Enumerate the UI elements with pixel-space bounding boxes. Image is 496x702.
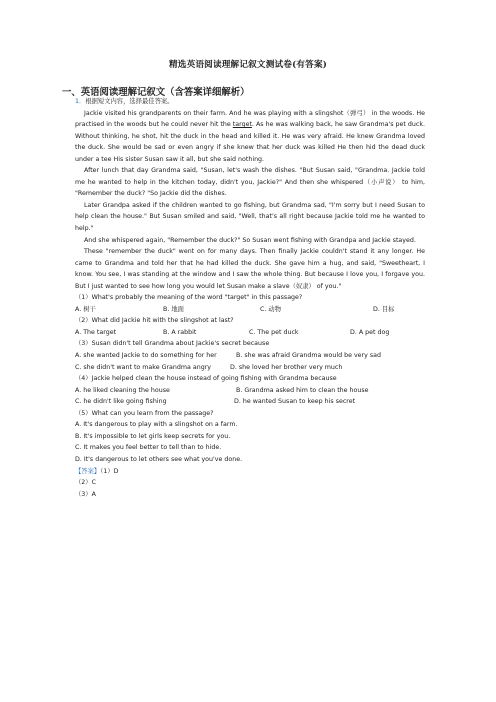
options-row-4b	[75, 396, 425, 408]
option-1b: B. 地面	[163, 305, 184, 313]
passage-paragraph-3: Later Grandpa asked if the children wanted to go fishing, but Grandma sad, "I'm sorry but I need Susan to help clean the house." But Susan smiled and said, "Well, that's all right because Jackie told me he wanted to help."	[75, 201, 425, 233]
section-heading: 一、英语阅读理解记叙文（含答案详细解析）	[62, 87, 250, 98]
option-3c: C. she didn't want to make Grandma angry	[75, 363, 212, 371]
passage-text: . As he was walking back, he saw Grandma's pet duck. Without thinking, he shot, hit the duck in the head and killed it. He was very afraid. He knew Grandma loved the duck. She would be sad or even angry if she knew that her duck was killed He then hid the dead duck under a tee His sister Susan saw it all, but she said nothing.	[75, 121, 425, 163]
option-1d: D. 目标	[373, 305, 395, 313]
option-2a: A. The target	[75, 328, 117, 336]
option-5a: A. It's dangerous to play with a slingshot on a farm.	[75, 421, 238, 429]
option-4b: B. Grandma asked him to clean the house	[236, 386, 369, 394]
question-content	[75, 96, 425, 500]
option-5b: B. It's impossible to let girls keep secrets for you.	[75, 432, 231, 440]
options-row-4a	[75, 385, 425, 397]
options-row-2	[75, 327, 425, 339]
target-word: target	[232, 121, 252, 129]
passage-text: Jackie visited his grandparents on their farm. And he was playing with a slingshot（弹弓） in the woods. He practised in the woods but he could never hit the	[75, 109, 425, 129]
option-1a: A. 树干	[75, 305, 96, 313]
option-4c: C. he didn't like going fishing	[75, 398, 167, 406]
answer-label: 【答案】	[75, 467, 101, 475]
option-3d: D. she loved her brother very much	[230, 363, 343, 371]
options-row-3b	[75, 362, 425, 374]
answer-item-1: （1）D	[100, 467, 119, 475]
passage-paragraph-5: These "remember the duck" went on for many days. Then finally Jackie couldn't stand it any longer. He came to Grandma and told her that he had killed the duck. She gave him a hug, and said, "Sweetheart, I know. You see, I was standing at the window and I saw the whole thing. But because I love you, I forgave you. But I just wanted to see how long you would let Susan make a slave（奴隶） of you."	[75, 248, 425, 290]
question-stem-2: （2）What did Jackie hit with the slingshot at last?	[75, 317, 234, 325]
option-2b: B. A rabbit	[163, 328, 197, 336]
options-row-3a	[75, 350, 425, 362]
option-1c: C. 动物	[260, 305, 281, 313]
question-stem-3: （3）Susan didn't tell Grandma about Jackie's secret because	[75, 340, 270, 348]
options-row-1	[75, 304, 425, 316]
passage-paragraph-1	[75, 108, 425, 166]
option-4a: A. he liked cleaning the house	[75, 386, 170, 394]
passage-paragraph-4: And she whispered again, "Remember the duck?" So Susan went fishing with Grandpa and Jackie stayed.	[84, 236, 416, 244]
option-2d: D. A pet dog	[350, 328, 390, 336]
option-5d: D. It's dangerous to let others see what you've done.	[75, 455, 243, 463]
question-stem-5: （5）What can you learn from the passage?	[75, 409, 214, 417]
question-stem-4: （4）Jackie helped clean the house instead of going fishing with Grandma because	[75, 375, 337, 383]
option-4d: D. he wanted Susan to keep his secret	[234, 398, 356, 406]
answer-item-2: （2）C	[75, 479, 96, 487]
question-number: 1．	[75, 98, 86, 105]
question-stem-1: （1）What's probably the meaning of the word "target" in this passage?	[75, 294, 303, 302]
question-instruction: 根据短文内容，选择最佳答案。	[85, 98, 174, 105]
answer-line-1	[75, 466, 425, 478]
option-3b: B. she was afraid Grandma would be very sad	[236, 352, 382, 360]
answer-item-3: （3）A	[75, 490, 96, 498]
document-title: 精选英语阅读理解记叙文测试卷(有答案)	[168, 60, 328, 70]
passage-paragraph-2: After lunch that day Grandma said, "Susan, let's wash the dishes. "But Susan said, "Grandma. Jackie told me he wanted to help in the kitchen today, didn't you, Jackie?" And then she whispered（小声说） to him, "Remember the duck? "So Jackie did the dishes.	[75, 167, 425, 198]
option-3a: A. she wanted Jackie to do something for her	[75, 352, 217, 360]
question-header	[75, 96, 425, 108]
option-5c: C. It makes you feel better to tell than to hide.	[75, 444, 222, 452]
option-2c: C. The pet duck	[249, 328, 299, 336]
